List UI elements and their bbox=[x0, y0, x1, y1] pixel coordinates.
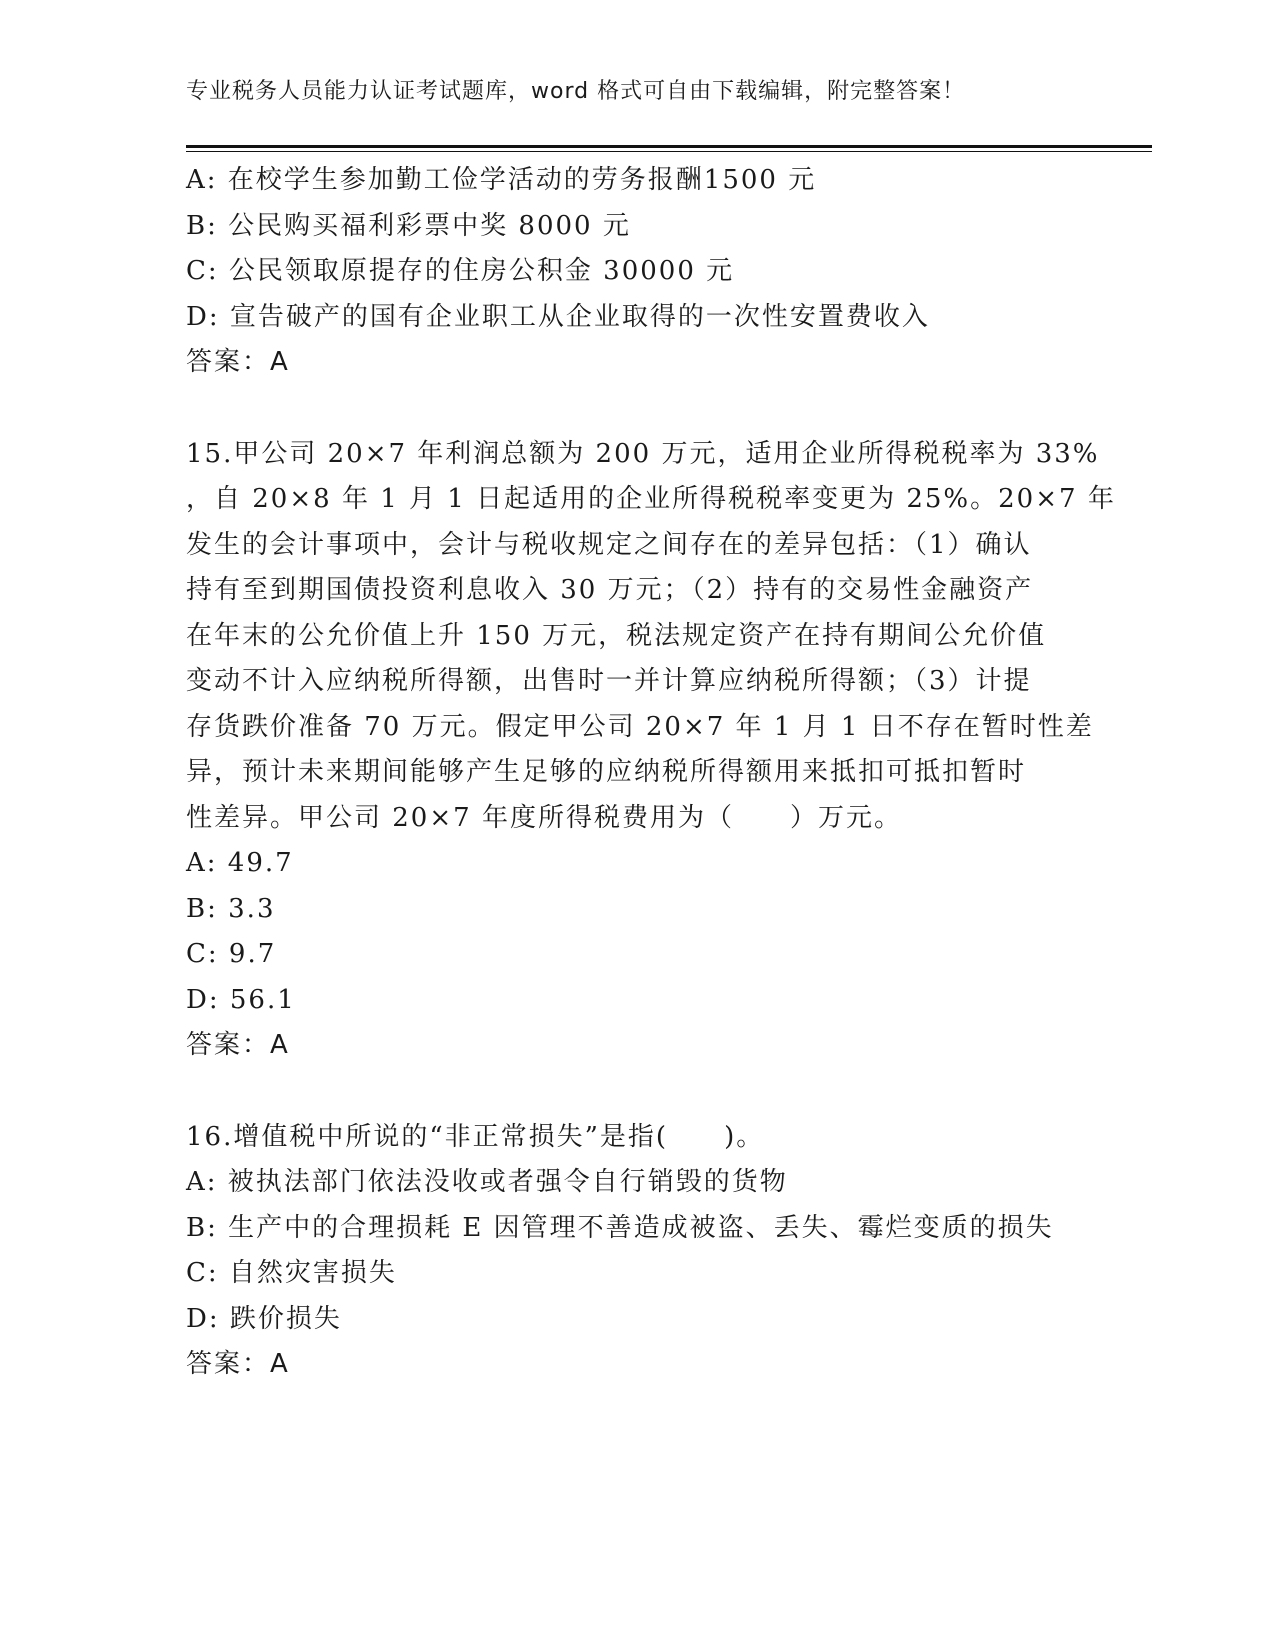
q14-answer: 答案：A bbox=[186, 347, 290, 377]
q14-option-b: B: 公民购买福利彩票中奖 8000 元 bbox=[186, 210, 631, 241]
document-body bbox=[186, 158, 1116, 1388]
q15-stem-line: ，自 20×8 年 1 月 1 日起适用的企业所得税税率变更为 25%。20×7 年 bbox=[186, 484, 1116, 514]
q16-answer: 答案：A bbox=[186, 1349, 290, 1379]
q16-option-b: B: 生产中的合理损耗 E 因管理不善造成被盗、丢失、霉烂变质的损失 bbox=[186, 1212, 1054, 1243]
q15-option-d: D: 56.1 bbox=[186, 984, 296, 1015]
q15-stem-line: 持有至到期国债投资利息收入 30 万元；（2）持有的交易性金融资产 bbox=[186, 575, 1034, 605]
header-rule-thin bbox=[186, 151, 1152, 152]
q16-option-c: C: 自然灾害损失 bbox=[186, 1258, 397, 1288]
q16-option-a: A: 被执法部门依法没收或者强令自行销毁的货物 bbox=[186, 1167, 788, 1197]
question-16 bbox=[186, 1115, 1086, 1388]
q15-stem-line: 性差异。甲公司 20×7 年度所得税费用为（ ）万元。 bbox=[186, 802, 902, 833]
question-14 bbox=[186, 158, 1086, 386]
q15-option-a: A: 49.7 bbox=[186, 848, 294, 878]
q16-stem: 16.增值税中所说的“非正常损失”是指( )。 bbox=[186, 1121, 765, 1152]
q14-option-d: D: 宣告破产的国有企业职工从企业取得的一次性安置费收入 bbox=[186, 301, 930, 332]
page-header: 专业税务人员能力认证考试题库，word 格式可自由下载编辑，附完整答案！ bbox=[186, 79, 966, 104]
q15-answer: 答案：A bbox=[186, 1030, 290, 1060]
q15-stem-line: 异，预计未来期间能够产生足够的应纳税所得额用来抵扣可抵扣暂时 bbox=[186, 757, 1027, 787]
q14-option-a: A: 在校学生参加勤工俭学活动的劳务报酬1500 元 bbox=[186, 165, 817, 195]
q14-option-c: C: 公民领取原提存的住房公积金 30000 元 bbox=[186, 256, 735, 286]
q15-stem-line: 在年末的公允价值上升 150 万元，税法规定资产在持有期间公允价值 bbox=[186, 620, 1047, 651]
question-15 bbox=[186, 432, 1116, 1069]
q15-stem-line: 发生的会计事项中，会计与税收规定之间存在的差异包括：（1）确认 bbox=[186, 529, 1032, 560]
header-rule-thick bbox=[186, 145, 1152, 148]
q15-stem-line: 15.甲公司 20×7 年利润总额为 200 万元，适用企业所得税税率为 33% bbox=[186, 438, 1100, 469]
q16-option-d: D: 跌价损失 bbox=[186, 1303, 342, 1334]
q15-option-b: B: 3.3 bbox=[186, 893, 276, 924]
q15-stem-line: 存货跌价准备 70 万元。假定甲公司 20×7 年 1 月 1 日不存在暂时性差 bbox=[186, 711, 1094, 742]
q15-stem-line: 变动不计入应纳税所得额，出售时一并计算应纳税所得额；（3）计提 bbox=[186, 666, 1032, 696]
q15-option-c: C: 9.7 bbox=[186, 939, 277, 969]
